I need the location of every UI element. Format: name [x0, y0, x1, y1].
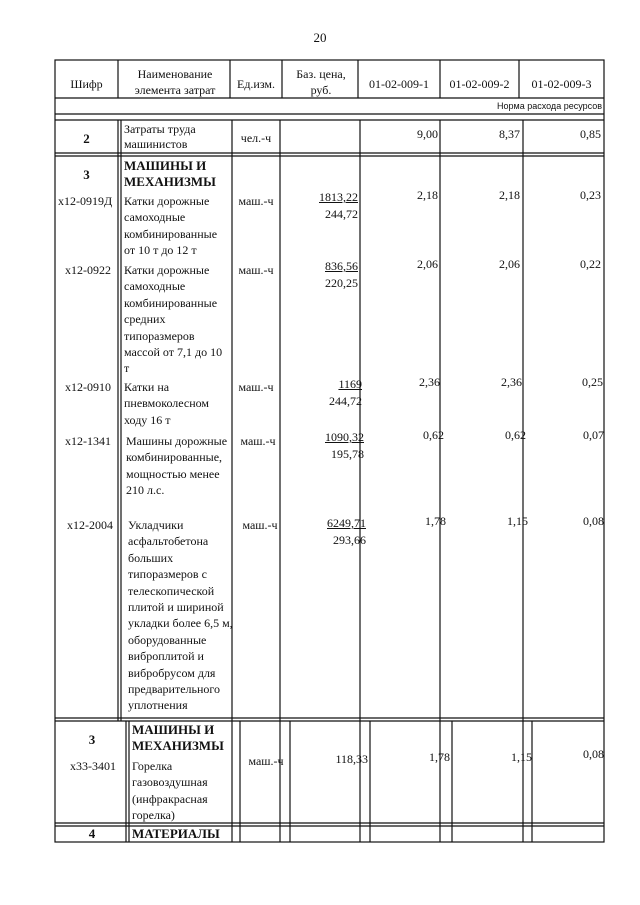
item-unit: маш.-ч: [238, 263, 274, 277]
item-code: х12-1341: [65, 434, 111, 448]
value-col3: 0,08: [583, 514, 604, 528]
item-price: 1090,32: [325, 430, 364, 444]
item-unit: маш.-ч: [242, 518, 278, 532]
item-unit: маш.-ч: [240, 434, 276, 448]
item-price: 1813,22: [319, 190, 358, 204]
value-col1: 2,18: [417, 188, 438, 202]
item-price2: 244,72: [325, 207, 358, 221]
value-col3: 0,23: [580, 188, 601, 202]
header-col3: 01-02-009-3: [531, 77, 592, 91]
item-price: 118,33: [335, 752, 368, 766]
item-unit: маш.-ч: [238, 380, 274, 394]
value-col3: 0,85: [580, 127, 601, 141]
value-col3: 0,08: [583, 747, 604, 761]
header-code: Шифр: [70, 77, 103, 91]
value-col2: 8,37: [499, 127, 520, 141]
value-col2: 1,15: [511, 750, 532, 764]
value-col3: 0,25: [582, 375, 603, 389]
section-title: МАТЕРИАЛЫ: [132, 826, 220, 841]
section-code: 3: [88, 732, 96, 747]
item-code: х12-0919Д: [58, 194, 113, 208]
item-unit: маш.-ч: [238, 194, 274, 208]
value-col1: 1,78: [425, 514, 446, 528]
item-price: 6249,71: [327, 516, 366, 530]
item-price2: 293,66: [333, 533, 366, 547]
page-number: 20: [313, 30, 327, 45]
section-code: 2: [83, 131, 90, 146]
header-name: Наименование элемента затрат: [134, 67, 216, 97]
item-code: х12-0910: [65, 380, 111, 394]
item-name: Укладчики асфальтобетона больших типоразмеров с телескопической плитой и шириной укладки более 6,5 м, оборудованные виброплитой и вибробрусом для предварительного уплотнения: [128, 518, 233, 713]
header-col1: 01-02-009-1: [369, 77, 429, 91]
value-col3: 0,22: [580, 257, 601, 271]
section-title: МАШИНЫ И МЕХАНИЗМЫ: [124, 158, 216, 190]
item-price2: 220,25: [325, 276, 358, 290]
value-col1: 9,00: [417, 127, 438, 141]
item-name: Катки на пневмоколесном ходу 16 т: [124, 380, 210, 427]
value-col2: 2,18: [499, 188, 520, 202]
header-price: Баз. цена, руб.: [296, 67, 346, 97]
value-col1: 1,78: [429, 750, 450, 764]
header-col2: 01-02-009-2: [449, 77, 510, 91]
item-name: Машины дорожные комбинированные, мощностью менее 210 л.с.: [126, 434, 228, 498]
section-title: Затраты труда машинистов: [124, 122, 196, 151]
value-col2: 0,62: [505, 428, 526, 442]
section-title: МАШИНЫ И МЕХАНИЗМЫ: [132, 722, 224, 754]
item-name: Катки дорожные самоходные комбинированные средних типоразмеров массой от 7,1 до 10 т: [124, 263, 223, 376]
value-col3: 0,07: [583, 428, 604, 442]
item-code: х12-0922: [65, 263, 111, 277]
section-code: 4: [88, 826, 96, 841]
item-price2: 195,78: [331, 447, 364, 461]
section-unit: чел.-ч: [240, 131, 272, 145]
value-col2: 1,15: [507, 514, 528, 528]
item-price: 836,56: [325, 259, 358, 273]
value-col1: 0,62: [423, 428, 444, 442]
item-price: 1169: [338, 377, 362, 391]
norma-label: Норма расхода ресурсов: [497, 101, 602, 111]
value-col1: 2,06: [417, 257, 438, 271]
header-unit: Ед.изм.: [236, 77, 276, 91]
value-col2: 2,36: [501, 375, 522, 389]
item-unit: маш.-ч: [248, 754, 284, 768]
value-col2: 2,06: [499, 257, 520, 271]
value-col1: 2,36: [419, 375, 440, 389]
item-name: Горелка газовоздушная (инфракрасная горелка): [132, 759, 208, 823]
section-code: 3: [83, 167, 90, 182]
item-code: х12-2004: [67, 518, 113, 532]
item-price2: 244,72: [329, 394, 362, 408]
item-code: х33-3401: [70, 759, 116, 773]
item-name: Катки дорожные самоходные комбинированные от 10 т до 12 т: [124, 194, 218, 258]
